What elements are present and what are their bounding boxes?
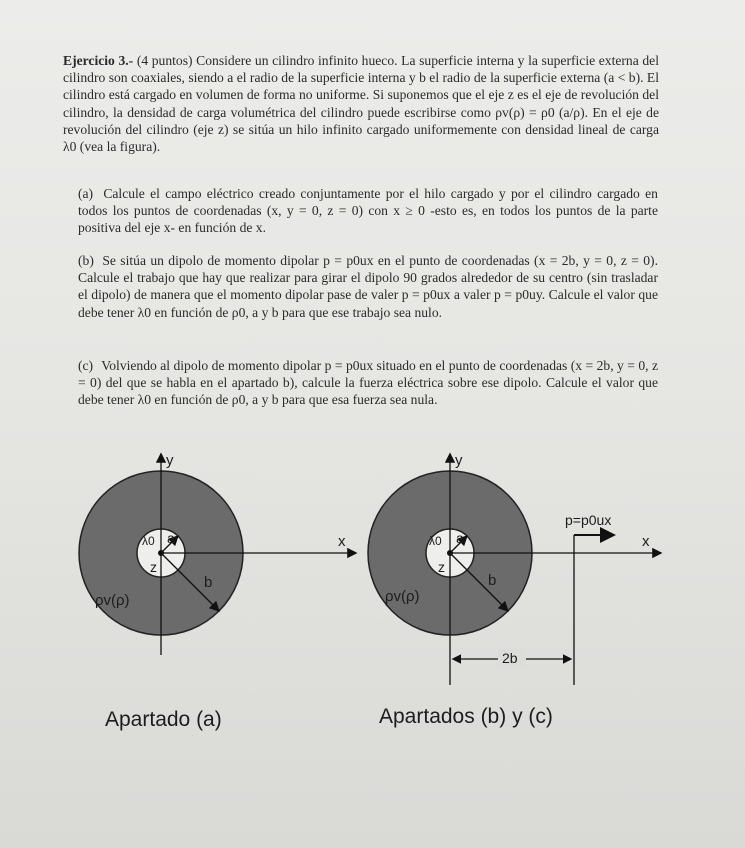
density-label: ρv(ρ) xyxy=(385,588,420,605)
question-item-b xyxy=(78,252,658,321)
figure-b xyxy=(350,445,670,695)
x-axis-label: x xyxy=(338,533,346,550)
lambda-label: λ0 xyxy=(429,534,442,548)
item-text: Calcule el campo eléctrico creado conjuntamente por el hilo cargado y por el cilindro cargado en todos los puntos de coordenadas (x, y = 0, z = 0) con x ≥ 0 -esto es, en todos los puntos de la parte positiva del eje x- en función de x. xyxy=(78,186,658,236)
exercise-statement: Considere un cilindro infinito hueco. La superficie interna y la superficie externa del cilindro son coaxiales, siendo a el radio de la superficie interna y b el radio de la superficie externa (a < b). El cilindro está cargado en volumen de forma no uniforme. Si suponemos que el eje z es el eje de revolución del cilindro, la densidad de carga volumétrica del cilindro puede escribirse como ρv(ρ) = ρ0 (a/ρ). En el eje de revolución del cilindro (eje z) se sitúa un hilo infinito cargado uniformemente con densidad lineal de carga λ0 (vea la figura). xyxy=(63,53,659,155)
exercise-points: (4 puntos) xyxy=(136,53,193,68)
caption-a: Apartado (a) xyxy=(105,708,222,731)
item-label: (b) xyxy=(78,253,94,268)
wire-dot xyxy=(158,550,164,556)
a-label: a xyxy=(167,530,175,546)
exercise-title: Ejercicio 3.- xyxy=(63,53,134,68)
x-axis-label: x xyxy=(642,533,650,550)
dipole-label: p=p0ux xyxy=(565,512,612,528)
a-label: a xyxy=(456,530,464,546)
y-axis-label: y xyxy=(166,452,174,469)
z-label: z xyxy=(438,559,445,575)
item-text: Se sitúa un dipolo de momento dipolar p = p0ux en el punto de coordenadas (x = 2b, y = 0, z = 0). Calcule el trabajo que hay que realizar para girar el dipolo 90 grados alrededor de su centro (sin trasladar el dipolo) de manera que el momento dipolar pase de valer p = p0ux a valer p = p0uy. Calcule el valor que debe tener λ0 en función de ρ0, a y b para que ese trabajo sea nulo. xyxy=(78,253,658,320)
item-label: (a) xyxy=(78,186,94,201)
z-label: z xyxy=(150,559,157,575)
item-text: Volviendo al dipolo de momento dipolar p = p0ux situado en el punto de coordenadas (x = 2b, y = 0, z = 0) del que se habla en el apartado b), calcule la fuerza eléctrica sobre ese dipolo. Calcule el valor que debe tener λ0 en función de ρ0, a y b para que esa fuerza sea nula. xyxy=(78,358,659,408)
wire-dot xyxy=(447,550,453,556)
caption-b: Apartados (b) y (c) xyxy=(379,705,553,728)
question-item-a xyxy=(78,185,658,237)
density-label: ρv(ρ) xyxy=(95,592,130,609)
lambda-label: λ0 xyxy=(142,534,155,548)
y-axis-label: y xyxy=(455,452,463,469)
b-label: b xyxy=(204,574,213,591)
distance-label: 2b xyxy=(502,650,518,666)
exercise-intro xyxy=(63,52,659,155)
item-label: (c) xyxy=(78,358,94,373)
question-item-c xyxy=(78,357,658,409)
figure-a xyxy=(70,445,360,675)
b-label: b xyxy=(488,572,497,589)
